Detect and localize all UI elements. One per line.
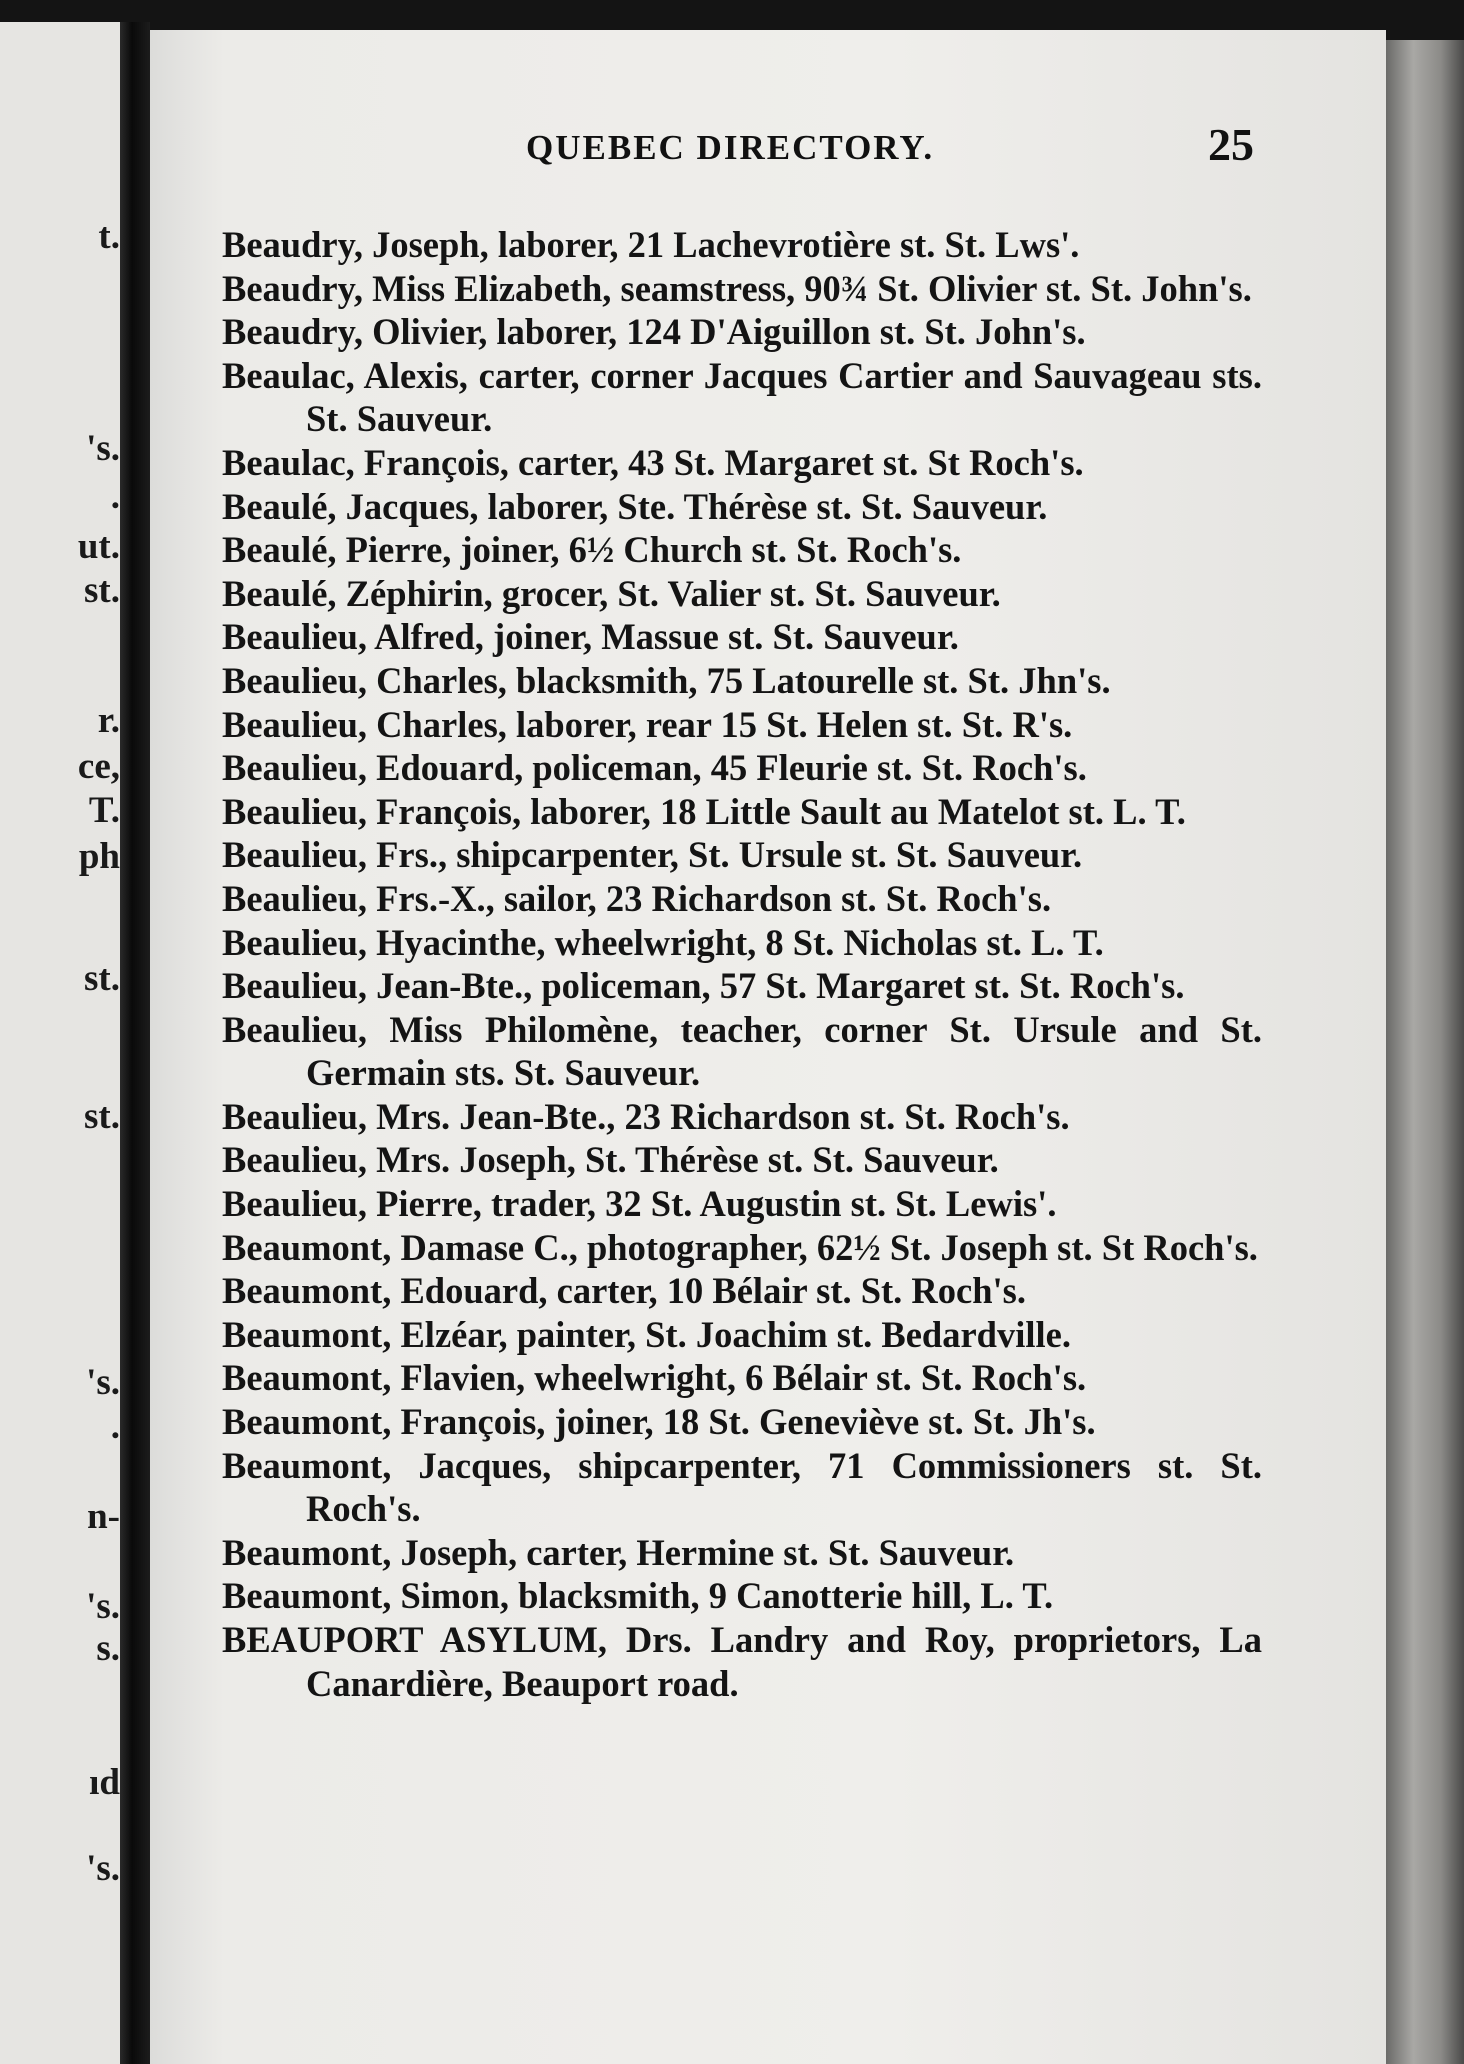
directory-entry: Beaumont, Jacques, shipcarpenter, 71 Commissioners st. St. Roch's. (222, 1444, 1262, 1530)
directory-entry: Beaulac, Alexis, carter, corner Jacques Cartier and Sauvageau sts. St. Sauveur. (222, 354, 1262, 440)
left-page-fragment: st. (84, 570, 120, 611)
left-page-fragment: 's. (86, 428, 120, 469)
directory-entry: Beaudry, Joseph, laborer, 21 Lachevrotière st. St. Lws'. (222, 224, 1080, 265)
left-page-fragment: 's. (86, 1848, 120, 1889)
left-page-fragment: 's. (86, 1362, 120, 1403)
directory-entry: Beaulieu, Charles, laborer, rear 15 St. Helen st. St. R's. (222, 703, 1073, 745)
directory-entry: Beaumont, Damase C., photographer, 62½ St. Joseph st. St Roch's. (222, 1226, 1258, 1268)
left-facing-page (0, 22, 120, 2064)
left-page-fragment: T. (88, 790, 120, 831)
running-head (376, 114, 1254, 174)
directory-entry: Beaudry, Olivier, laborer, 124 D'Aiguillon st. St. John's. (222, 311, 1086, 353)
directory-entry: Beaulieu, Edouard, policeman, 45 Fleurie st. St. Roch's. (222, 747, 1087, 789)
left-page-fragment: . (110, 476, 120, 517)
left-page-fragment: . (110, 1406, 120, 1447)
directory-entry: Beaumont, Flavien, wheelwright, 6 Bélair st. St. Roch's. (222, 1357, 1087, 1399)
directory-entry: Beaudry, Miss Elizabeth, seamstress, 90¾ St. Olivier st. St. John's. (222, 267, 1252, 309)
left-page-fragment: ıd (89, 1762, 120, 1803)
directory-entry: Beaulieu, Frs., shipcarpenter, St. Ursule st. St. Sauveur. (222, 834, 1083, 876)
directory-entry: Beaulieu, Alfred, joiner, Massue st. St. Sauveur. (222, 616, 959, 658)
left-page-text-fragments (0, 22, 120, 2064)
directory-entry: BEAUPORT ASYLUM, Drs. Landry and Roy, proprietors, La Canardière, Beauport road. (222, 1619, 1262, 1704)
book-gutter (120, 22, 150, 2064)
directory-entry: Beaulieu, Mrs. Joseph, St. Thérèse st. St. Sauveur. (222, 1139, 999, 1181)
directory-entry: Beaulé, Zéphirin, grocer, St. Valier st. St. Sauveur. (222, 572, 1001, 614)
directory-entry: Beaumont, François, joiner, 18 St. Geneviève st. St. Jh's. (222, 1401, 1096, 1443)
left-page-fragment: 's. (86, 1586, 120, 1627)
directory-entry: Beaulieu, Jean-Bte., policeman, 57 St. Margaret st. St. Roch's. (222, 965, 1185, 1007)
directory-entry: Beaulé, Jacques, laborer, Ste. Thérèse st. St. Sauveur. (222, 485, 1048, 527)
running-head-title: QUEBEC DIRECTORY. (526, 128, 935, 167)
page-edge (1386, 40, 1464, 2064)
left-page-fragment: ce, (77, 746, 120, 787)
directory-entry: Beaulé, Pierre, joiner, 6½ Church st. St. Roch's. (222, 529, 962, 571)
directory-entry: Beaulieu, Frs.-X., sailor, 23 Richardson st. St. Roch's. (222, 877, 1052, 919)
directory-entry: Beaumont, Elzéar, painter, St. Joachim st. Bedardville. (222, 1313, 1071, 1355)
directory-entry: Beaulieu, Hyacinthe, wheelwright, 8 St. Nicholas st. L. T. (222, 921, 1104, 963)
directory-entry: Beaumont, Joseph, carter, Hermine st. St. Sauveur. (222, 1531, 1015, 1573)
left-page-fragment: t. (98, 216, 120, 257)
left-page-fragment: st. (84, 1096, 120, 1137)
page-number: 25 (1208, 119, 1254, 170)
directory-entry: Beaulieu, Pierre, trader, 32 St. Augustin st. St. Lewis'. (222, 1183, 1057, 1225)
left-page-fragment: ut. (77, 526, 120, 567)
directory-entry: Beaulieu, Charles, blacksmith, 75 Latourelle st. St. Jhn's. (222, 659, 1111, 701)
left-page-fragment: ph (78, 836, 120, 877)
left-page-fragment: r. (97, 700, 120, 741)
directory-entry: Beaulieu, François, laborer, 18 Little Sault au Matelot st. L. T. (222, 790, 1186, 832)
left-page-fragment: s. (96, 1628, 120, 1669)
left-page-fragment: st. (84, 958, 120, 999)
directory-entry: Beaumont, Edouard, carter, 10 Bélair st. St. Roch's. (222, 1270, 1027, 1312)
directory-entries (222, 223, 1262, 1705)
directory-entry: Beaulieu, Miss Philomène, teacher, corner St. Ursule and St. Germain sts. St. Sauveur. (222, 1008, 1262, 1094)
directory-entry: Beaulieu, Mrs. Jean-Bte., 23 Richardson st. St. Roch's. (222, 1095, 1070, 1137)
directory-entry: Beaumont, Simon, blacksmith, 9 Canotterie hill, L. T. (222, 1575, 1054, 1617)
directory-entry: Beaulac, François, carter, 43 St. Margaret st. St Roch's. (222, 441, 1084, 483)
left-page-fragment: n- (87, 1496, 120, 1537)
